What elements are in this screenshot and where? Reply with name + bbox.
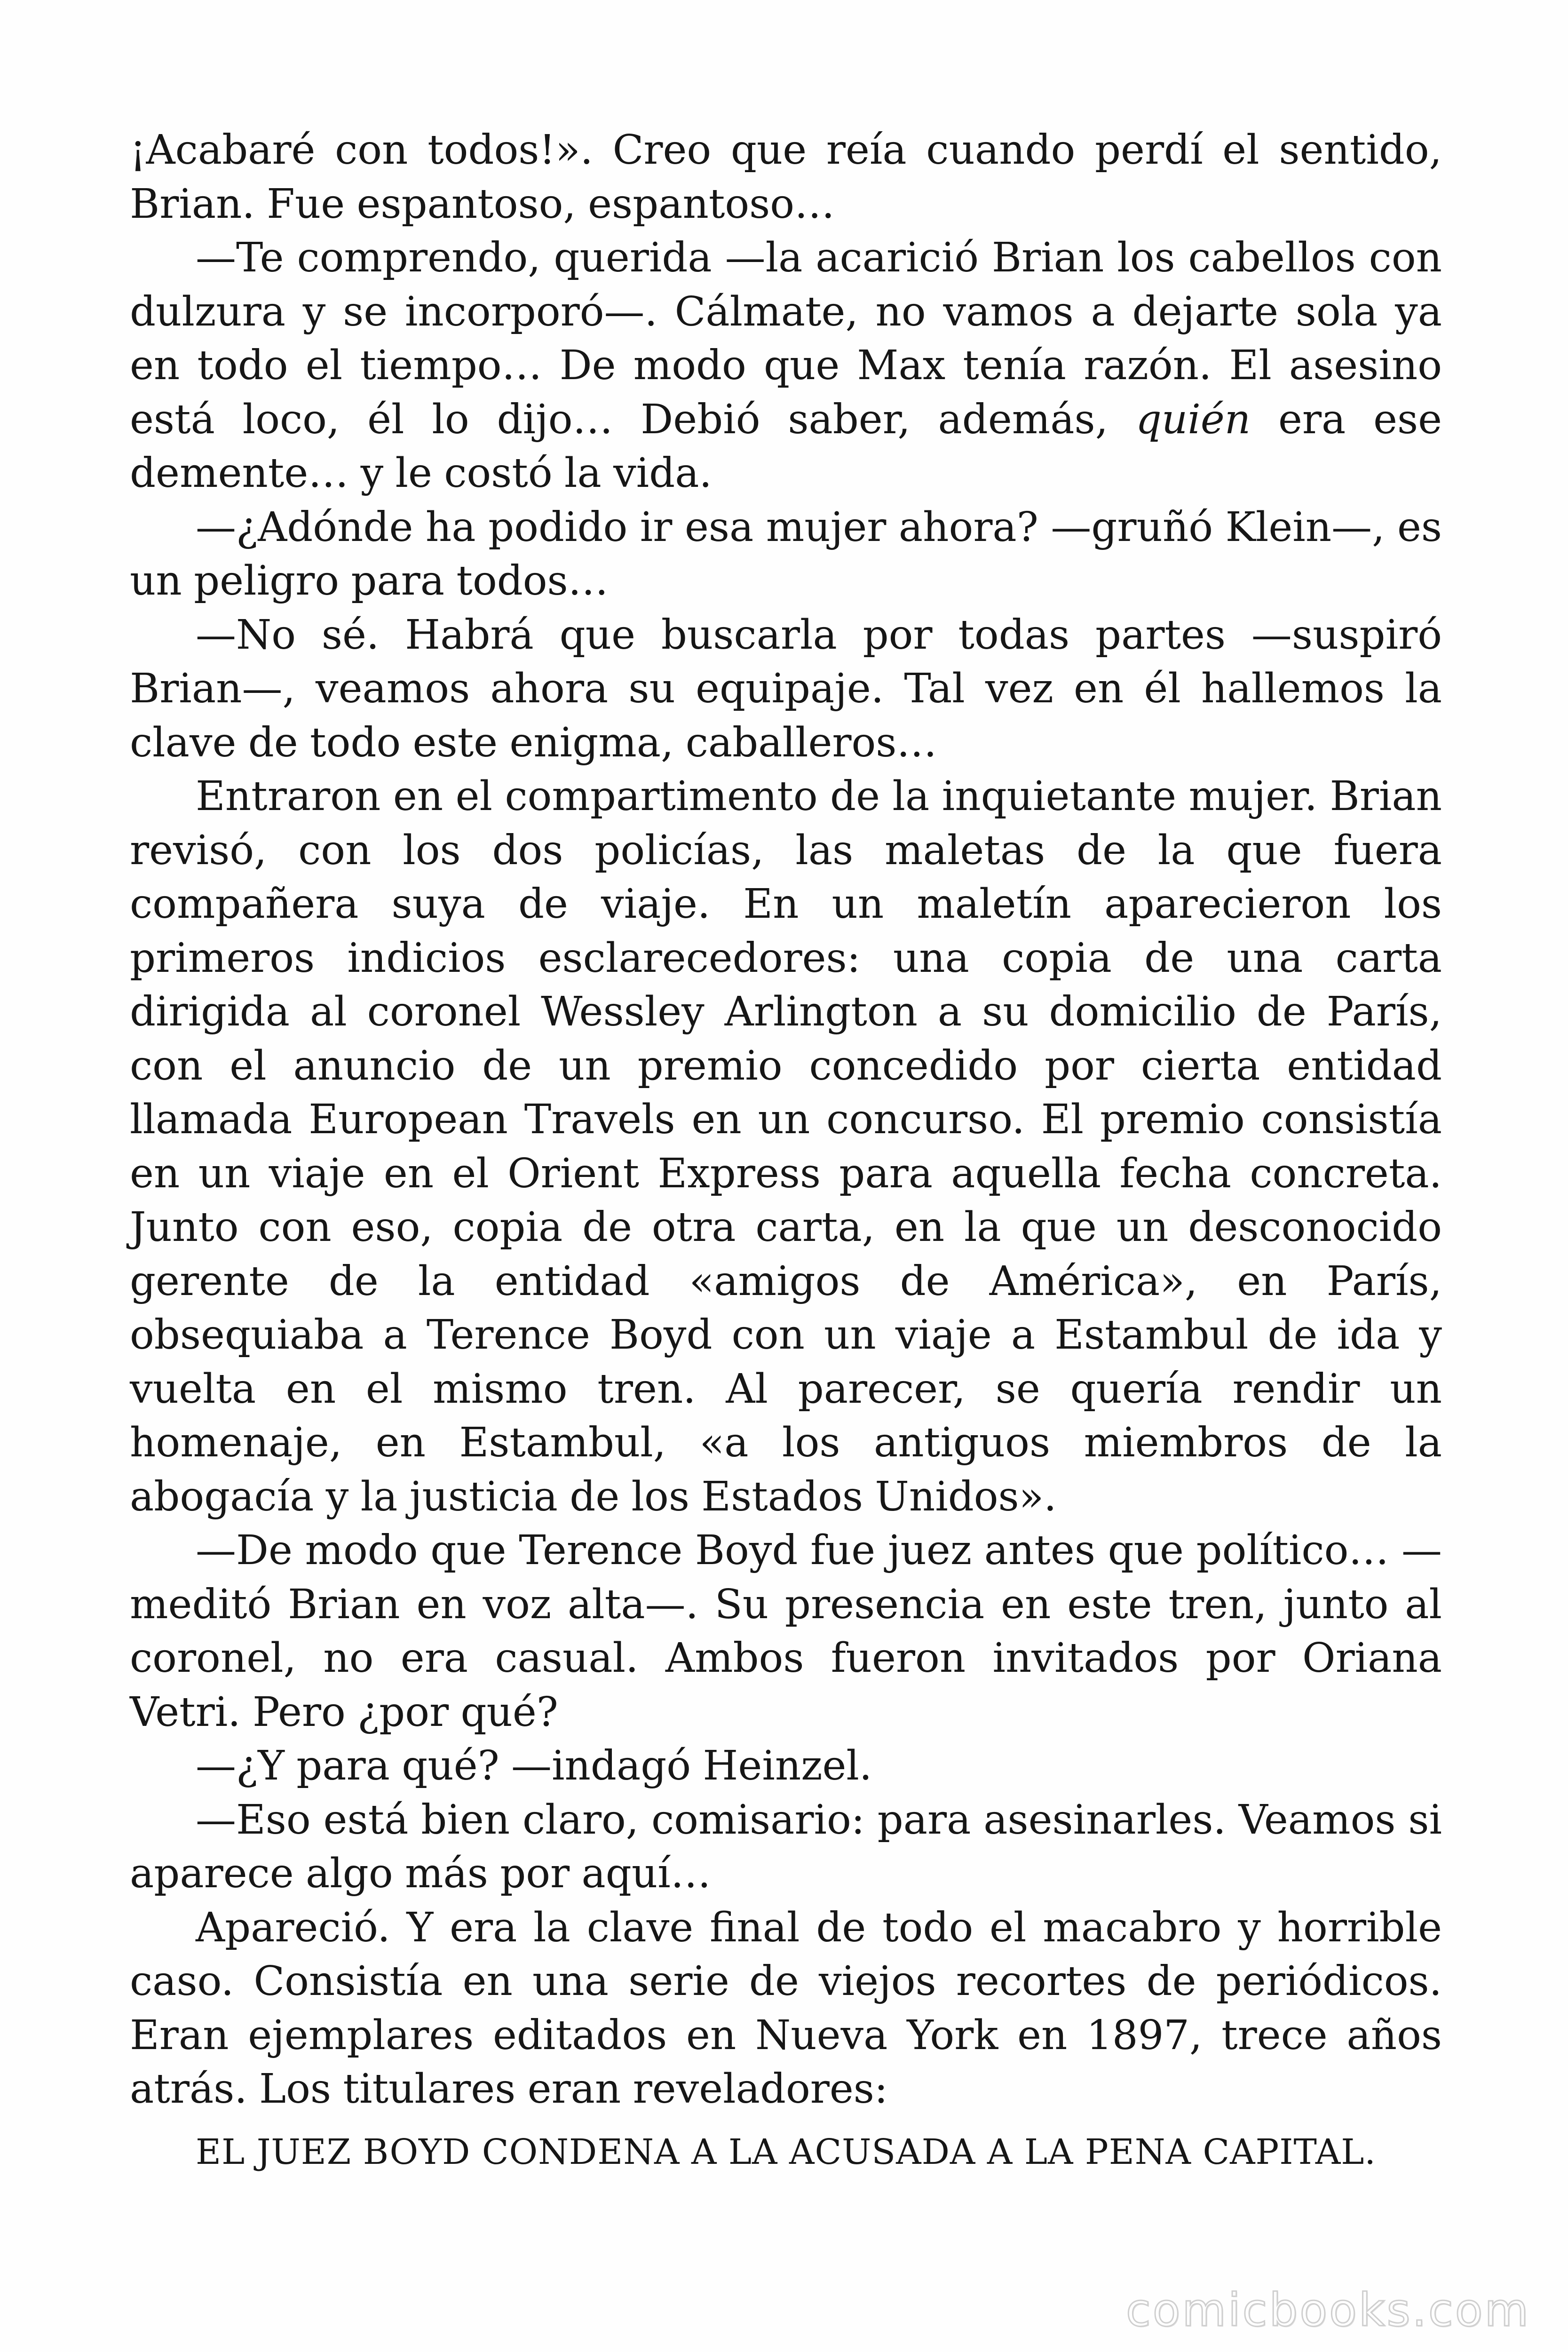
watermark: comicbooks.com (1125, 2284, 1530, 2336)
body-text (130, 123, 1442, 2116)
newspaper-headline: EL JUEZ BOYD CONDENA A LA ACUSADA A LA PENA CAPITAL. (196, 2132, 1376, 2172)
paragraph-8: —Eso está bien claro, comisario: para asesinarles. Veamos si aparece algo más por aquí… (130, 1796, 1442, 1897)
paragraph-7: —¿Y para qué? —indagó Heinzel. (196, 1742, 872, 1789)
paragraph-1: ¡Acabaré con todos!». Creo que reía cuando perdí el sentido, Brian. Fue espantoso, espantoso… (130, 127, 1442, 228)
paragraph-6: —De modo que Terence Boyd fue juez antes que político… —meditó Brian en voz alta—. Su presencia en este tren, junto al coronel, no era casual. Ambos fueron invitados por Oriana Vetri. Pero ¿por qué? (130, 1527, 1442, 1736)
paragraph-9: Apareció. Y era la clave final de todo el macabro y horrible caso. Consistía en una serie de viejos recortes de periódicos. Eran ejemplares editados en Nueva York en 1897, trece años atrás. Los titulares eran reveladores: (130, 1904, 1442, 2113)
paragraph-4: —No sé. Habrá que buscarla por todas partes —suspiró Brian—, veamos ahora su equipaje. Tal vez en él hallemos la clave de todo este enigma, caballeros… (130, 611, 1442, 766)
paragraph-2-end: era ese demente… y le costó la vida. (130, 396, 1442, 497)
paragraph-3: —¿Adónde ha podido ir esa mujer ahora? —gruñó Klein—, es un peligro para todos… (130, 503, 1442, 604)
paragraph-2-start: —Te comprendo, querida —la acarició Brian los cabellos con dulzura y se incorporó—. Cálmate, no vamos a dejarte sola ya en todo el tiempo… De modo que Max tenía razón. El asesino está loco, él lo dijo… Debió saber, además, (130, 234, 1442, 443)
paragraph-2-emphasis: quién (1135, 396, 1251, 443)
paragraph-5: Entraron en el compartimento de la inquietante mujer. Brian revisó, con los dos policías, las maletas de la que fuera compañera suya de viaje. En un maletín aparecieron los primeros indicios esclarecedores: una copia de una carta dirigida al coronel Wessley Arlington a su domicilio de París, con el anuncio de un premio concedido por cierta entidad llamada European Travels en un concurso. El premio consistía en un viaje en el Orient Express para aquella fecha concreta. Junto con eso, copia de otra carta, en la que un desconocido gerente de la entidad «amigos de América», en París, obsequiaba a Terence Boyd con un viaje a Estambul de ida y vuelta en el mismo tren. Al parecer, se quería rendir un homenaje, en Estambul, «a los antiguos miembros de la abogacía y la justicia de los Estados Unidos». (130, 773, 1442, 1520)
paragraph-2 (130, 231, 1442, 501)
